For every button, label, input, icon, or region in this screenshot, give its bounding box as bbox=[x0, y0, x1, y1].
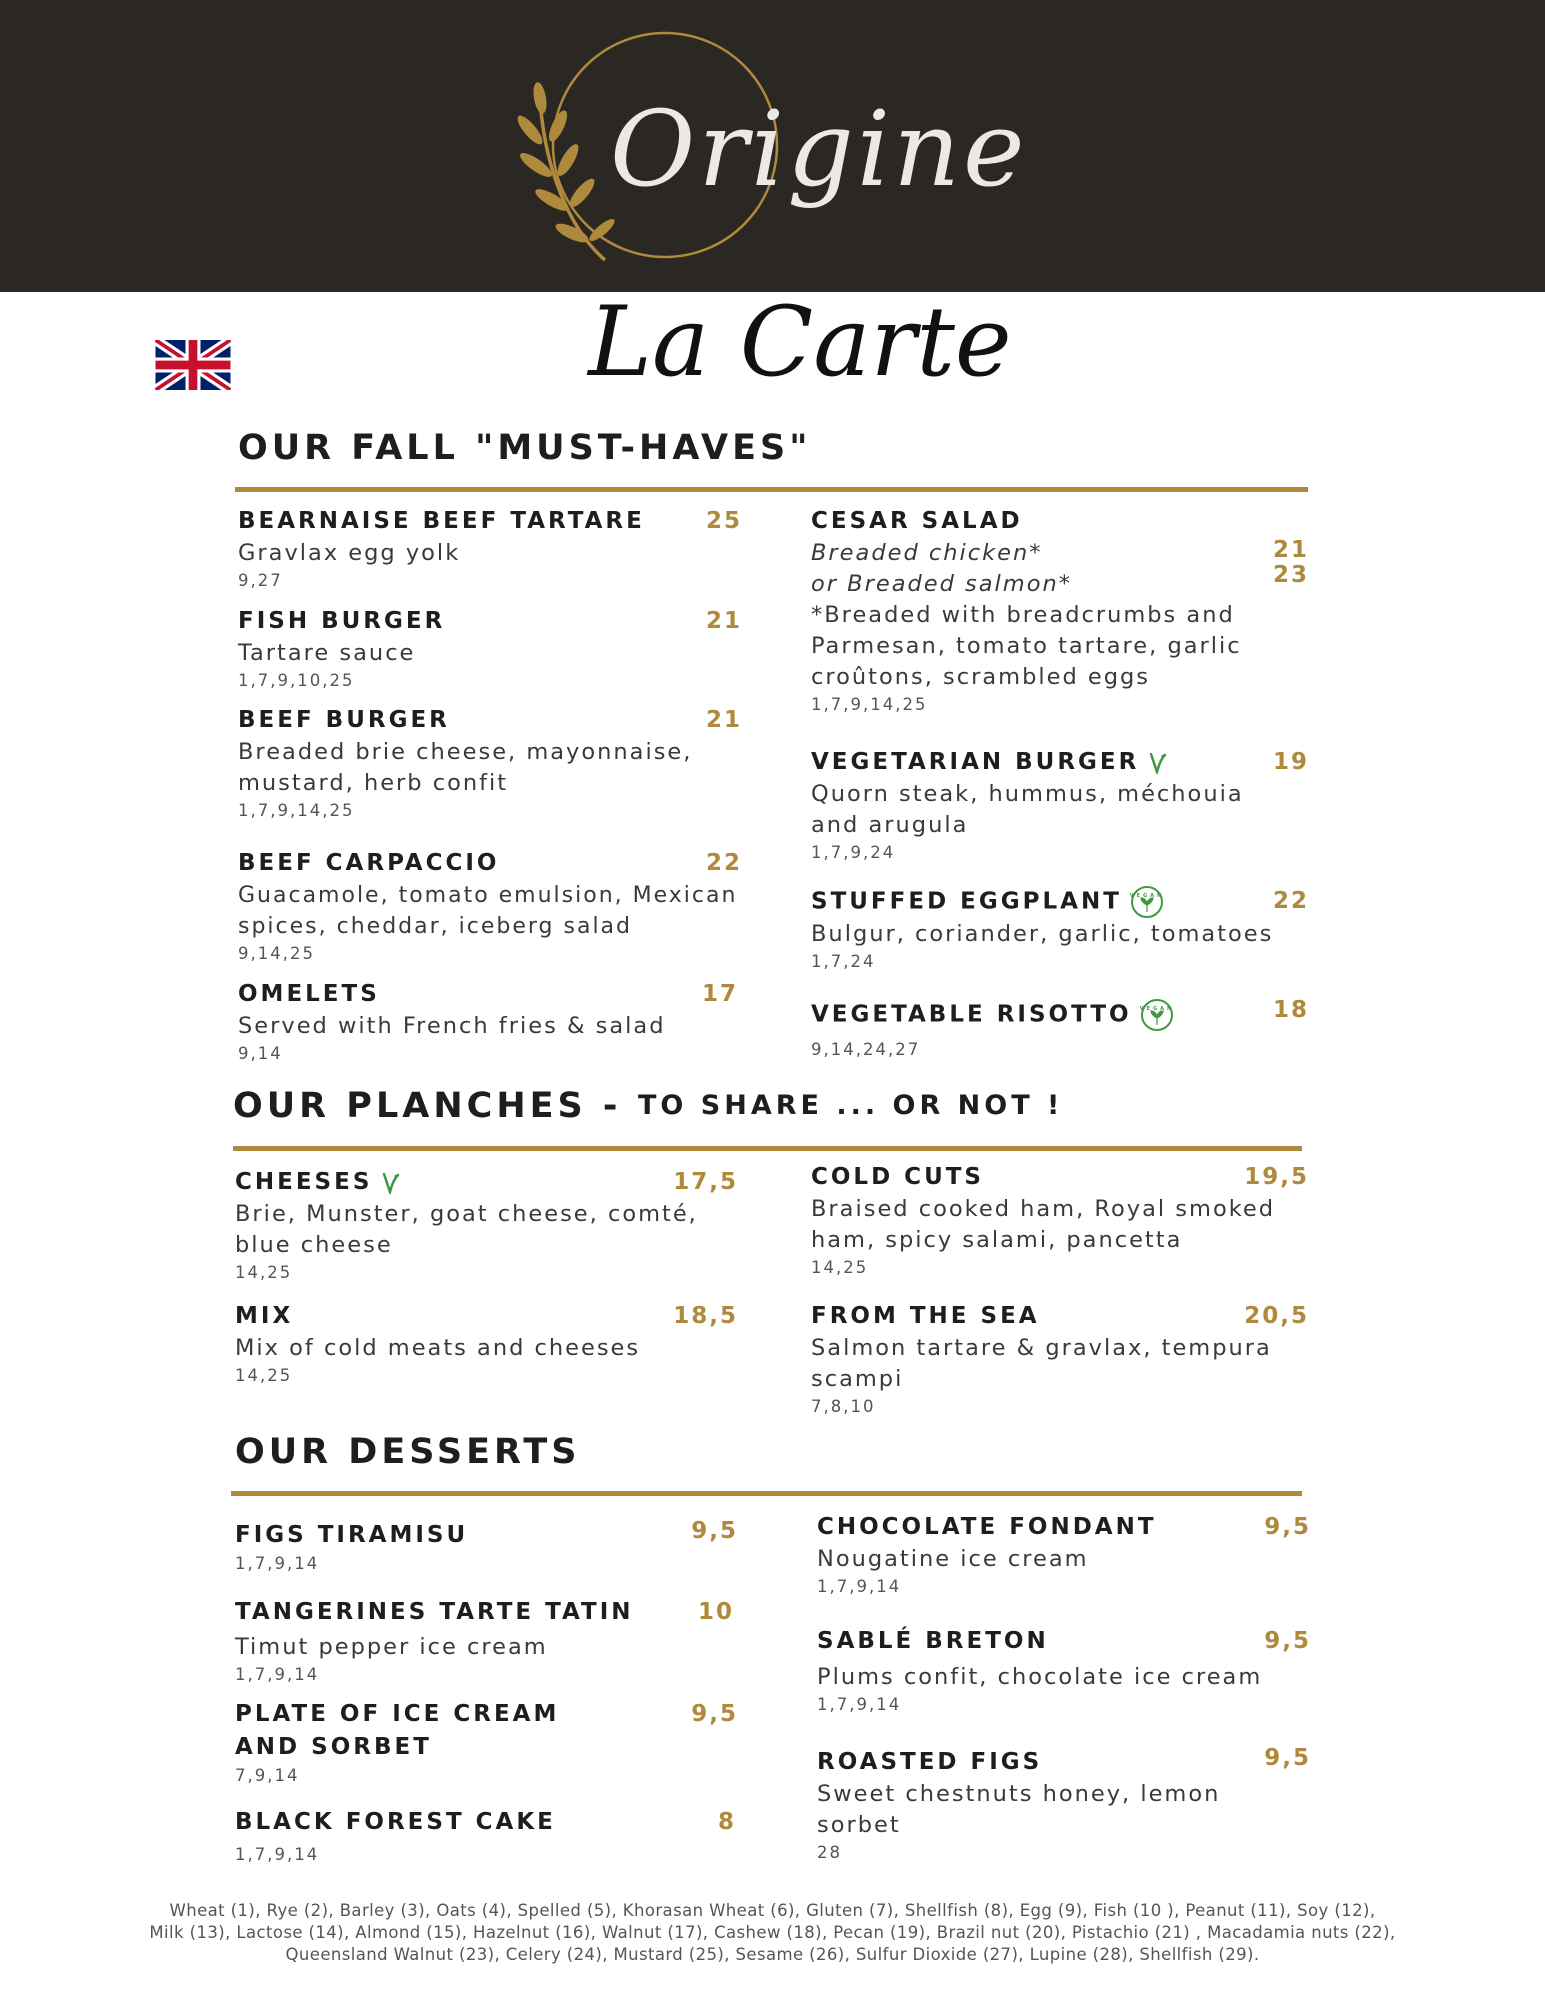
item-allergens: 1,7,9,14 bbox=[235, 1554, 320, 1573]
item-name: CESAR SALAD bbox=[811, 508, 1023, 534]
item-price: 23 bbox=[1272, 562, 1309, 588]
section-title-fall: OUR FALL "MUST-HAVES" bbox=[238, 428, 812, 468]
item-name: MIX bbox=[235, 1303, 294, 1329]
item-allergens: 1,7,9,14,25 bbox=[238, 801, 355, 820]
item-allergens: 1,7,9,14 bbox=[235, 1665, 320, 1684]
item-name: FISH BURGER bbox=[238, 608, 446, 634]
item-price: 22 bbox=[705, 850, 742, 876]
item-allergens: 9,14,24,27 bbox=[811, 1040, 921, 1059]
item-allergens: 7,8,10 bbox=[811, 1397, 876, 1416]
item-allergens: 9,27 bbox=[238, 571, 283, 590]
item-description: Nougatine ice cream bbox=[817, 1546, 1089, 1572]
item-name: ROASTED FIGS bbox=[817, 1749, 1043, 1775]
menu-item bbox=[235, 1300, 738, 1388]
section-title-desserts: OUR DESSERTS bbox=[235, 1432, 581, 1472]
section-subtitle: TO SHARE ... OR NOT ! bbox=[638, 1090, 1064, 1121]
item-description: Quorn steak, hummus, méchouia and arugula bbox=[811, 781, 1244, 838]
item-name: VEGETARIAN BURGER bbox=[811, 749, 1140, 775]
item-option-label: Breaded chicken* bbox=[811, 540, 1043, 566]
item-description: Plums confit, chocolate ice cream bbox=[817, 1664, 1263, 1690]
item-price: 18 bbox=[1272, 997, 1309, 1023]
item-description: Sweet chestnuts honey, lemon sorbet bbox=[817, 1781, 1221, 1838]
item-description: Salmon tartare & gravlax, tempura scampi bbox=[811, 1335, 1272, 1392]
item-name: COLD CUTS bbox=[811, 1164, 984, 1190]
vegan-badge-icon bbox=[1130, 885, 1164, 919]
item-name: PLATE OF ICE CREAM AND SORBET bbox=[235, 1701, 560, 1760]
vegan-badge-icon bbox=[1140, 998, 1174, 1032]
menu-item bbox=[238, 505, 742, 593]
allergen-legend-line: Queensland Walnut (23), Celery (24), Mustard (25), Sesame (26), Sulfur Dioxide (27), Lupine (28), Shellfish (29). bbox=[285, 1945, 1260, 1964]
menu-item bbox=[811, 746, 1309, 865]
item-name: CHOCOLATE FONDANT bbox=[817, 1514, 1157, 1540]
item-description: Brie, Munster, goat cheese, comté, blue cheese bbox=[235, 1201, 698, 1258]
item-allergens: 7,9,14 bbox=[235, 1766, 300, 1785]
allergen-legend bbox=[100, 1900, 1445, 1966]
item-allergens: 28 bbox=[817, 1843, 842, 1862]
menu-item bbox=[235, 1519, 738, 1576]
item-price: 19 bbox=[1272, 749, 1309, 775]
menu-item bbox=[238, 847, 742, 966]
item-option bbox=[811, 538, 1309, 569]
item-price: 21 bbox=[705, 707, 742, 733]
item-allergens: 9,14 bbox=[238, 1044, 283, 1063]
item-price: 8 bbox=[717, 1809, 736, 1835]
item-description: Bulgur, coriander, garlic, tomatoes bbox=[811, 921, 1274, 947]
item-description: *Breaded with breadcrumbs and Parmesan, tomato tartare, garlic croûtons, scrambled eggs bbox=[811, 602, 1242, 690]
item-allergens: 1,7,9,24 bbox=[811, 843, 896, 862]
item-name: BLACK FOREST CAKE bbox=[235, 1809, 556, 1835]
menu-item bbox=[238, 605, 742, 693]
menu-item bbox=[817, 1625, 1311, 1717]
allergen-legend-line: Wheat (1), Rye (2), Barley (3), Oats (4), Spelled (5), Khorasan Wheat (6), Gluten (7), Shellfish (8), Egg (9), Fish (10 ), Peanut (11), Soy (12), bbox=[169, 1901, 1376, 1920]
menu-item bbox=[811, 998, 1309, 1062]
item-price: 9,5 bbox=[691, 1518, 738, 1544]
item-price: 22 bbox=[1272, 888, 1309, 914]
item-name: FIGS TIRAMISU bbox=[235, 1522, 469, 1548]
item-name: VEGETABLE RISOTTO bbox=[811, 1001, 1132, 1028]
item-price: 21 bbox=[1272, 537, 1309, 563]
section-title-planches: OUR PLANCHES - bbox=[233, 1086, 622, 1126]
item-price: 21 bbox=[705, 608, 742, 634]
item-allergens: 14,25 bbox=[235, 1263, 293, 1282]
svg-text:VEGAN: VEGAN bbox=[1129, 893, 1164, 899]
menu-item bbox=[811, 505, 1309, 717]
section-divider bbox=[235, 487, 1308, 492]
item-description: Mix of cold meats and cheeses bbox=[235, 1335, 641, 1361]
item-name: FROM THE SEA bbox=[811, 1303, 1040, 1329]
svg-text:VEGAN: VEGAN bbox=[1139, 1006, 1174, 1012]
item-description: Guacamole, tomato emulsion, Mexican spices, cheddar, iceberg salad bbox=[238, 883, 738, 939]
menu-item bbox=[235, 1806, 738, 1867]
item-allergens: 14,25 bbox=[235, 1366, 293, 1385]
item-allergens: 14,25 bbox=[811, 1258, 869, 1277]
item-description: Braised cooked ham, Royal smoked ham, spicy salami, pancetta bbox=[811, 1196, 1276, 1253]
allergen-legend-line: Milk (13), Lactose (14), Almond (15), Hazelnut (16), Walnut (17), Cashew (18), Pecan (19), Brazil nut (20), Pistachio (21) , Macadamia nuts (22), bbox=[149, 1923, 1396, 1942]
item-name: TANGERINES TARTE TATIN bbox=[235, 1599, 634, 1625]
item-allergens: 1,7,9,14 bbox=[817, 1695, 902, 1714]
item-allergens: 1,7,9,10,25 bbox=[238, 671, 355, 690]
item-price: 17,5 bbox=[673, 1169, 738, 1195]
item-allergens: 1,7,9,14 bbox=[817, 1577, 902, 1596]
menu-item bbox=[238, 704, 742, 823]
menu-item bbox=[235, 1596, 738, 1687]
item-price: 10 bbox=[697, 1599, 734, 1625]
origine-logo bbox=[510, 30, 1028, 275]
menu-item bbox=[811, 1161, 1309, 1280]
item-price: 9,5 bbox=[1264, 1745, 1311, 1771]
item-name: BEEF CARPACCIO bbox=[238, 850, 500, 876]
page-title: La Carte bbox=[588, 286, 1012, 398]
leaf-icon bbox=[1147, 752, 1167, 774]
item-name-row bbox=[811, 746, 1309, 779]
item-description: Breaded brie cheese, mayonnaise, mustard, herb confit bbox=[238, 739, 693, 796]
item-name: CHEESES bbox=[235, 1169, 373, 1195]
item-description: Timut pepper ice cream bbox=[235, 1634, 548, 1660]
logo-wordmark: Origine bbox=[610, 88, 1028, 210]
section-divider bbox=[231, 1491, 1302, 1496]
item-name: OMELETS bbox=[238, 981, 380, 1007]
item-name: BEARNAISE BEEF TARTARE bbox=[238, 508, 645, 534]
item-name-row bbox=[811, 885, 1309, 919]
item-price: 9,5 bbox=[1264, 1514, 1311, 1540]
item-name: SABLÉ BRETON bbox=[817, 1628, 1049, 1654]
menu-item bbox=[817, 1746, 1311, 1865]
leaf-icon bbox=[380, 1172, 400, 1194]
menu-item bbox=[235, 1166, 738, 1285]
item-name-row bbox=[235, 1166, 738, 1199]
item-option bbox=[811, 562, 1309, 600]
item-name: BEEF BURGER bbox=[238, 707, 450, 733]
item-price: 20,5 bbox=[1244, 1303, 1309, 1329]
menu-item bbox=[235, 1698, 738, 1788]
item-name-row bbox=[811, 998, 1309, 1032]
menu-item bbox=[817, 1511, 1311, 1599]
item-price: 19,5 bbox=[1244, 1164, 1309, 1190]
item-description: Tartare sauce bbox=[238, 640, 416, 666]
item-allergens: 1,7,9,14 bbox=[235, 1845, 320, 1864]
item-price: 9,5 bbox=[691, 1701, 738, 1727]
item-price: 18,5 bbox=[673, 1303, 738, 1329]
item-description: Gravlax egg yolk bbox=[238, 540, 461, 566]
item-price: 9,5 bbox=[1264, 1628, 1311, 1654]
menu-item bbox=[238, 978, 742, 1066]
menu-item bbox=[811, 885, 1309, 974]
item-allergens: 9,14,25 bbox=[238, 944, 315, 963]
item-price: 25 bbox=[705, 508, 742, 534]
menu-item bbox=[811, 1300, 1309, 1419]
item-allergens: 1,7,24 bbox=[811, 952, 876, 971]
item-option-label: or Breaded salmon* bbox=[811, 571, 1072, 597]
section-divider bbox=[233, 1146, 1302, 1151]
item-name: STUFFED EGGPLANT bbox=[811, 888, 1122, 915]
item-price: 17 bbox=[701, 981, 738, 1007]
uk-flag-icon[interactable] bbox=[155, 340, 231, 390]
item-description: Served with French fries & salad bbox=[238, 1013, 666, 1039]
item-allergens: 1,7,9,14,25 bbox=[811, 695, 928, 714]
